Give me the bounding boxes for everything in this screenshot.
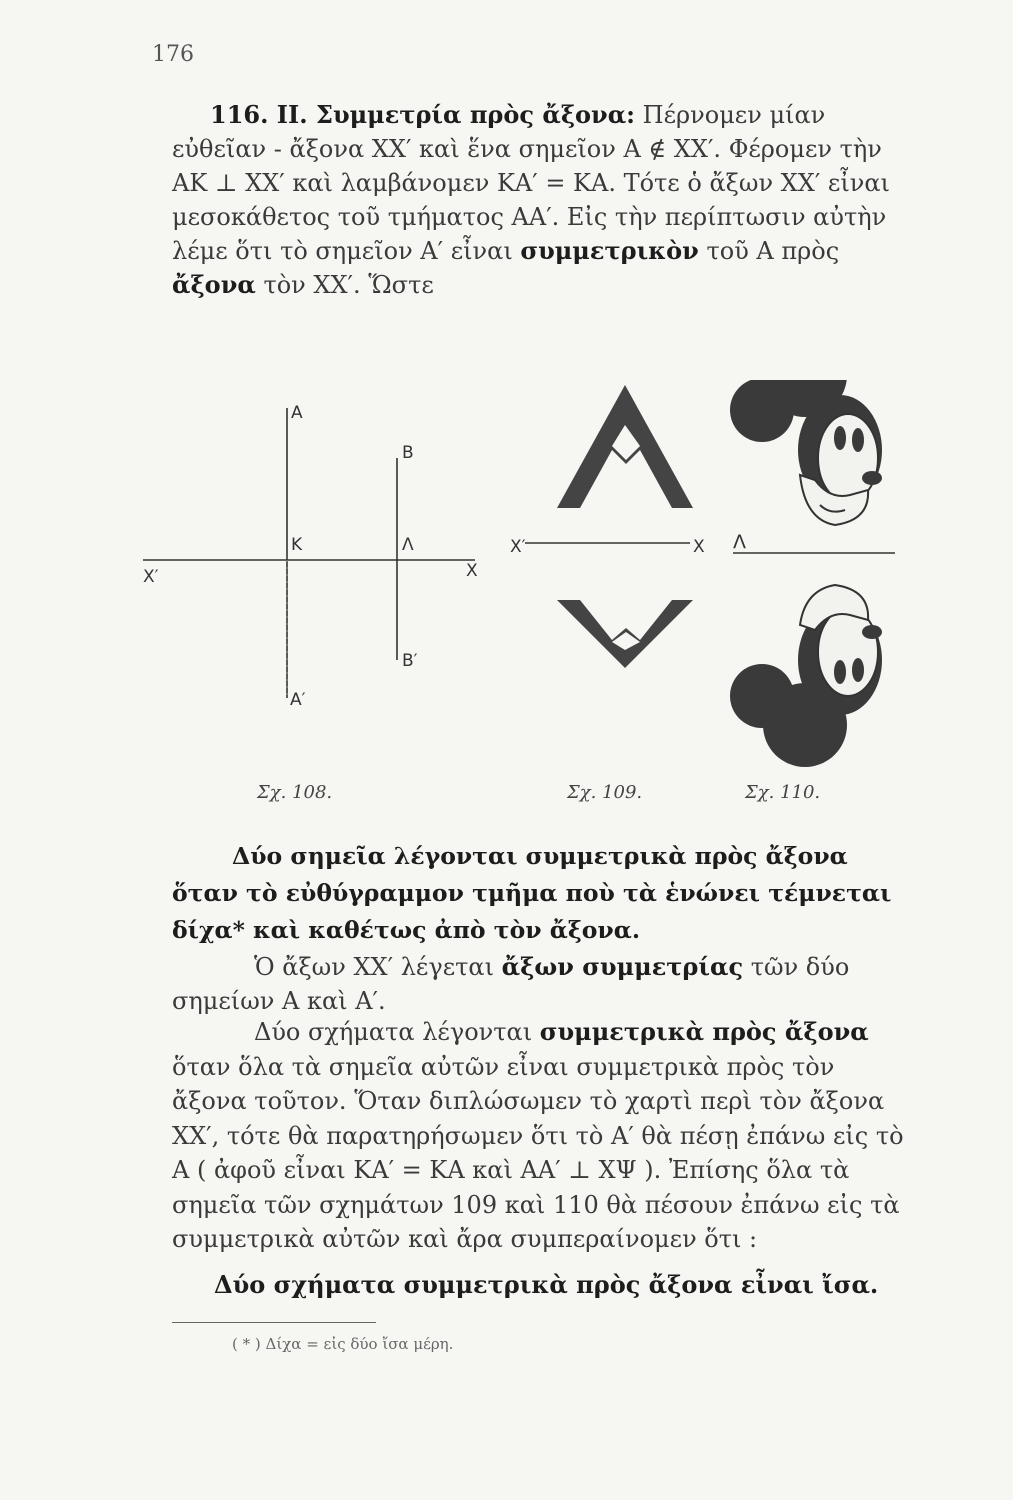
page-number: 176 <box>152 42 194 67</box>
cartoon-head-top <box>730 380 882 525</box>
label-X-left-109: X′ <box>510 537 526 557</box>
intro-text-1: Πέρνομεν μίαν εὐθεῖαν - ἄξονα ΧΧ′ καὶ ἕνα σημεῖον Α ∉ ΧΧ′. Φέρομεν τὴν ΑΚ ⊥ ΧΧ′ καὶ λαμβάνομεν ΚΑ′ = ΚΑ. Τότε ὁ ἄξων ΧΧ′ εἶναι μεσοκάθετος τοῦ τμήματος ΑΑ′. Εἰς τὴν περίπτωσιν αὐτὴν λέμε ὅτι τὸ σημεῖον Α′ εἶναι <box>172 101 890 265</box>
figures <box>0 380 1013 810</box>
figures-text-a: Δύο σχήματα λέγονται <box>254 1018 540 1046</box>
caption-110: Σχ. 110. <box>745 782 821 803</box>
intro-bold-2: ἄξονα <box>172 270 256 299</box>
caption-109: Σχ. 109. <box>567 782 643 803</box>
intro-text-3: τὸν ΧΧ′. Ὥστε <box>255 271 434 299</box>
figure-110 <box>730 380 895 767</box>
figures-paragraph <box>172 1015 912 1257</box>
footnote-rule <box>172 1322 376 1323</box>
intro-paragraph <box>172 98 912 302</box>
label-X-left: X′ <box>143 567 159 587</box>
label-B: B <box>402 443 414 463</box>
triangle-symbol-top <box>557 385 693 508</box>
label-L: Λ <box>402 535 414 555</box>
triangle-symbol-bottom <box>557 600 693 668</box>
label-A: A <box>291 403 303 423</box>
section-heading: 116. ΙΙ. Συμμετρία πρὸς ἄξονα: <box>210 100 636 129</box>
figures-text-bold: συμμετρικὰ πρὸς ἄξονα <box>539 1017 869 1046</box>
intro-text-2: τοῦ Α πρὸς <box>698 237 840 265</box>
cartoon-head-bottom <box>730 585 882 767</box>
figures-text-b: ὅταν ὅλα τὰ σημεῖα αὐτῶν εἶναι συμμετρικὰ πρὸς τὸν ἄξονα τοῦτον. Ὅταν διπλώσωμεν τὸ χαρτὶ περὶ τὸν ἄξονα ΧΧ′, τότε θὰ παρατηρήσωμεν ὅτι τὸ Α′ θὰ πέσῃ ἐπάνω εἰς τὸ Α ( ἀφοῦ εἶναι ΚΑ′ = ΚΑ καὶ ΑΑ′ ⊥ ΧΨ ). Ἐπίσης ὅλα τὰ σημεῖα τῶν σχημάτων 109 καὶ 110 θὰ πέσουν ἐπάνω εἰς τὰ συμμετρικὰ αὐτῶν καὶ ἄρα συμπεραίνομεν ὅτι : <box>172 1052 904 1253</box>
axis-paragraph <box>172 950 912 1018</box>
label-X-right-109: X <box>693 537 705 557</box>
intro-bold-1: συμμετρικὸν <box>520 236 699 265</box>
label-A-prime: A′ <box>290 690 306 710</box>
definition-paragraph: Δύο σημεῖα λέγονται συμμετρικὰ πρὸς ἄξονα ὅταν τὸ εὐθύγραμμον τμῆμα ποὺ τὰ ἑνώνει τέμνεται δίχα* καὶ καθέτως ἀπὸ τὸν ἄξονα. <box>172 842 892 944</box>
conclusion: Δύο σχήματα συμμετρικὰ πρὸς ἄξονα εἶναι ἴσα. <box>214 1270 879 1299</box>
label-L-109: Λ <box>733 531 746 553</box>
caption-108: Σχ. 108. <box>257 782 333 803</box>
figure-108 <box>143 408 475 698</box>
axis-text-b: τῶν δύο σημείων Α καὶ Α′. <box>172 953 850 1015</box>
label-B-prime: B′ <box>402 651 418 671</box>
footnote: ( * ) Δίχα = εἰς δύο ἴσα μέρη. <box>232 1335 454 1353</box>
label-X-right: X <box>466 561 478 581</box>
label-K: K <box>291 535 303 555</box>
figure-109 <box>525 385 693 668</box>
axis-text-bold: ἄξων συμμετρίας <box>501 952 744 981</box>
axis-text-a: Ὁ ἄξων ΧΧ′ λέγεται <box>254 953 502 981</box>
